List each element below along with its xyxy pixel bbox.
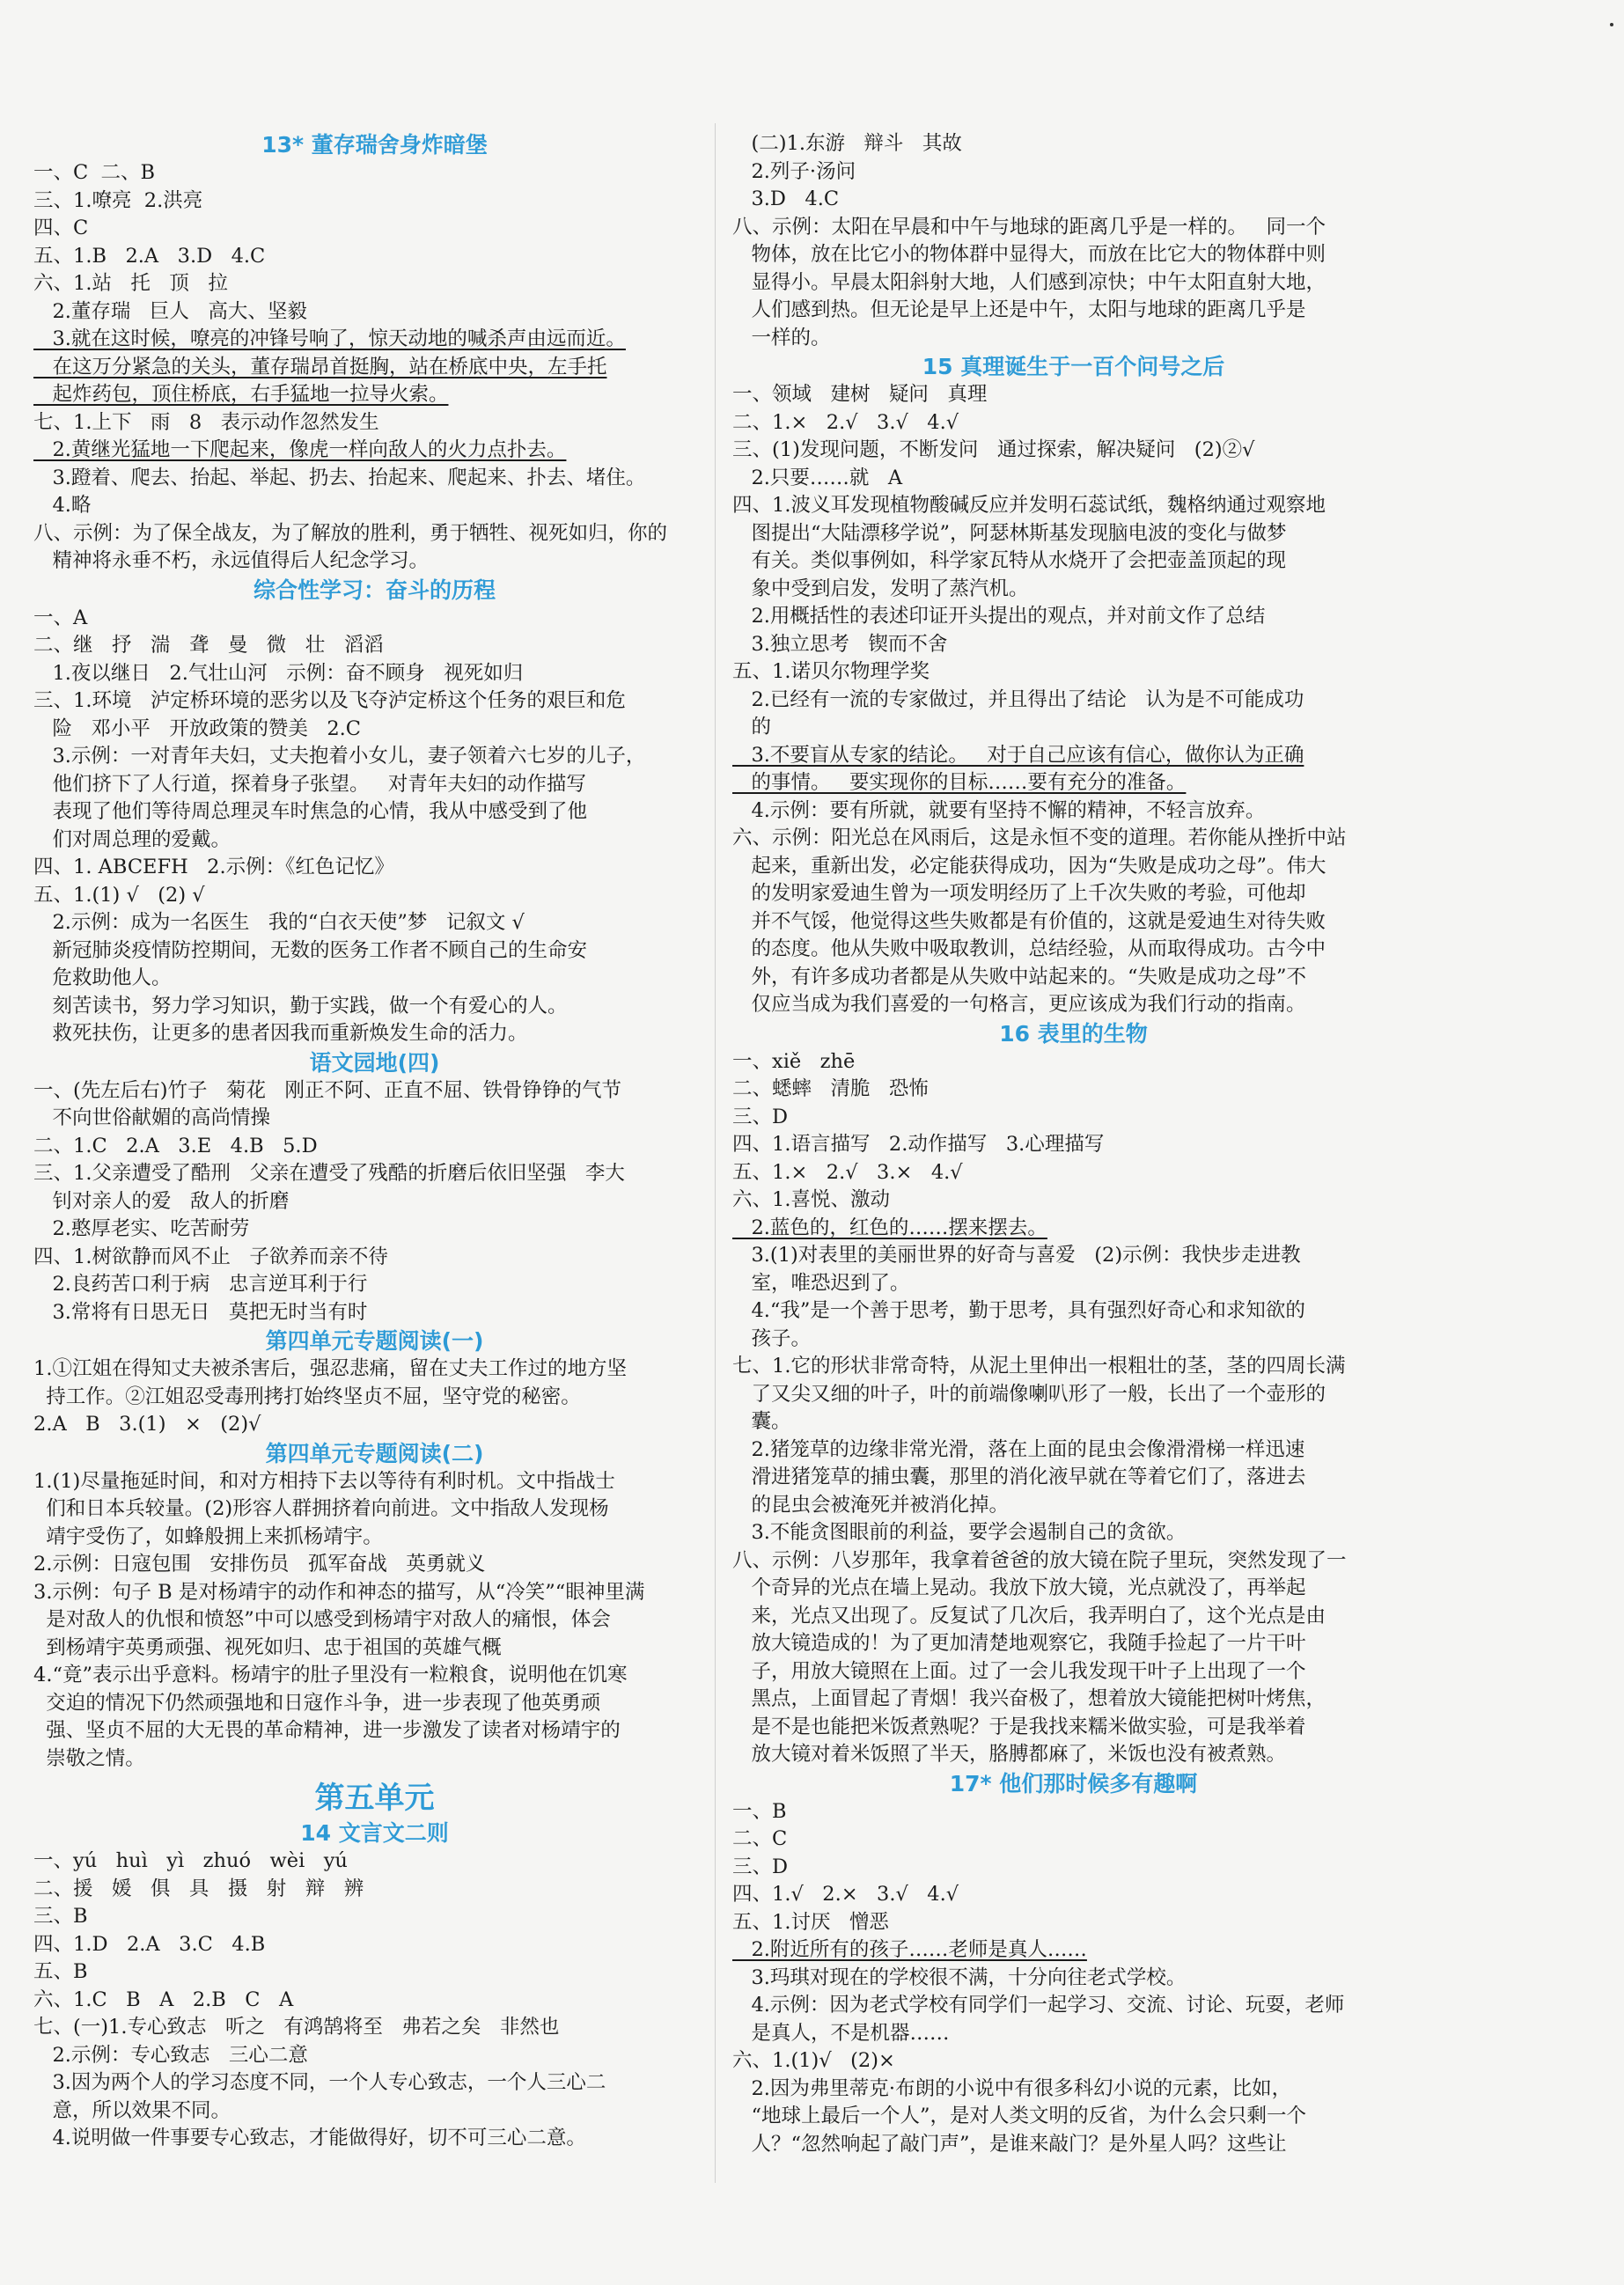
answer-line: 的事情。 要实现你的目标……要有充分的准备。 [732,771,1187,794]
left-column [33,130,716,2153]
answer-line: 一、B [732,1799,787,1823]
answer-line: 八、示例：为了保全战友，为了解放的胜利，勇于牺牲、视死如归，你的 [33,521,668,545]
answer-line: 的 [732,716,771,738]
answer-line: 1.(1)尽量拖延时间，和对方相持下去以等待有利时机。文中指战士 [33,1469,615,1493]
answer-line: 二、1.C 2.A 3.E 4.B 5.D [33,1134,318,1157]
answer-line: 仅应当成为我们喜爱的一句格言，更应该成为我们行动的指南。 [732,993,1306,1016]
answer-line: 强、坚贞不屈的大无畏的革命精神，进一步激发了读者对杨靖宇的 [33,1719,621,1742]
section-heading: 第四单元专题阅读(二) [265,1440,484,1466]
answer-line: 3.不要盲从专家的结论。 对于自己应该有信心，做你认为正确 [732,743,1304,767]
answer-line: 4.“我”是一个善于思考，勤于思考，具有强烈好奇心和求知欲的 [732,1299,1305,1322]
answer-line: 个奇异的光点在墙上晃动。我放下放大镜，光点就没了，再举起 [732,1576,1306,1599]
answer-line: 险 邓小平 开放政策的赞美 2.C [33,716,362,740]
answer-line: 七、1.上下 雨 8 表示动作忽然发生 [33,410,379,434]
answer-line: 象中受到启发，发明了蒸汽机。 [732,577,1029,600]
answer-line: 三、D [732,1105,789,1128]
answer-line: 人？“忽然响起了敲门声”，是谁来敲门？是外星人吗？这些让 [732,2132,1287,2156]
answer-line: 4.说明做一件事要专心致志，才能做得好，切不可三心二意。 [33,2127,586,2149]
answer-line: 起来，重新出发，必定能获得成功，因为“失败是成功之母”。伟大 [732,854,1326,878]
answer-line: 囊。 [732,1410,791,1433]
answer-line: 一、A [33,606,88,629]
answer-line: 精神将永垂不朽，永远值得后人纪念学习。 [33,549,429,572]
answer-line: 钊对亲人的爱 敌人的折磨 [33,1189,290,1213]
answer-line: 的昆虫会被淹死并被消化掉。 [732,1493,1009,1517]
answer-line: 来，光点又出现了。反复试了几次后，我弄明白了，这个光点是由 [732,1604,1326,1627]
answer-line: 1.夜以继日 2.气壮山河 示例：奋不顾身 视死如归 [33,661,524,685]
answer-line: 子，用放大镜照在上面。过了一会儿我发现干叶子上出现了一个 [732,1659,1306,1683]
answer-line: 物体，放在比它小的物体群中显得大，而放在比它大的物体群中则 [732,243,1326,266]
answer-line: 三、B [33,1905,88,1928]
answer-line: 四、C [33,217,89,239]
answer-line: 2.憨厚老实、吃苦耐劳 [33,1217,250,1240]
section-heading: 16 表里的生物 [999,1020,1148,1047]
section-heading: 第四单元专题阅读(一) [265,1328,484,1354]
answer-line: 显得小。早晨太阳斜射大地，人们感到凉快；中午太阳直射大地， [732,270,1326,294]
answer-line: 2.猪笼草的边缘非常光滑，落在上面的昆虫会像滑滑梯一样迅速 [732,1437,1305,1461]
answer-line: 四、1.D 2.A 3.C 4.B [33,1932,266,1956]
answer-line: 3.蹬着、爬去、抬起、举起、扔去、抬起来、爬起来、扑去、堵住。 [33,466,646,489]
column-divider [715,123,716,2183]
answer-line: 五、1.× 2.√ 3.× 4.√ [732,1160,963,1184]
answer-line: 人们感到热。但无论是早上还是中午，太阳与地球的距离几乎是 [732,298,1306,321]
answer-line: 有关。类似事例如，科学家瓦特从水烧开了会把壶盖顶起的现 [732,549,1286,572]
unit-heading: 第五单元 [314,1781,435,1816]
section-heading: 语文园地(四) [309,1049,440,1076]
answer-line: 四、1.树欲静而风不止 子欲养而亲不待 [33,1245,388,1268]
answer-line: “地球上最后一个人”，是对人类文明的反省，为什么会只剩一个 [732,2105,1306,2127]
answer-line: 4.“竟”表示出乎意料。杨靖宇的肚子里没有一粒粮食，说明他在饥寒 [33,1664,628,1686]
answer-line: 们和日本兵较量。(2)形容人群拥挤着向前进。文中指敌人发现杨 [33,1497,609,1520]
answer-line: 2.黄继光猛地一下爬起来，像虎一样向敌人的火力点扑去。 [33,438,567,461]
answer-line: 2.良药苦口利于病 忠言逆耳利于行 [33,1273,368,1296]
answer-line: 滑进猪笼草的捕虫囊，那里的消化液早就在等着它们了，落进去 [732,1466,1306,1488]
answer-line: 图提出“大陆漂移学说”，阿瑟林斯基发现脑电波的变化与做梦 [732,521,1287,545]
answer-line: 七、1.它的形状非常奇特，从泥土里伸出一根粗壮的茎，茎的四周长满 [732,1355,1346,1378]
answer-line: 新冠肺炎疫情防控期间，无数的医务工作者不顾自己的生命安 [33,938,587,962]
answer-line: 放大镜对着米饭照了半天，胳膊都麻了，米饭也没有被煮熟。 [732,1743,1286,1766]
answer-line: 六、示例：阳光总在风雨后，这是永恒不变的道理。若你能从挫折中站 [732,827,1347,849]
answer-line: 4.示例：要有所就，就要有坚持不懈的精神，不轻言放弃。 [732,798,1266,822]
answer-line: 2.用概括性的表述印证开头提出的观点，并对前文作了总结 [732,605,1266,628]
answer-line: 七、(一)1.专心致志 听之 有鸿鹄将至 弗若之矣 非然也 [33,2016,560,2039]
answer-line: 2.A B 3.(1) × (2)√ [33,1413,261,1436]
corner-dot [1610,23,1613,26]
answer-line: 五、1.诺贝尔物理学奖 [732,660,930,683]
answer-line: 一、xiě zhē [732,1049,856,1073]
answer-line: 2.示例：日寇包围 安排伤员 孤军奋战 英勇就义 [33,1553,486,1576]
section-heading: 综合性学习：奋斗的历程 [253,577,496,603]
answer-line: 2.示例：成为一名医生 我的“白衣天使”梦 记叙文 √ [33,911,525,934]
answer-line: 是对敌人的仇恨和愤怒”中可以感受到杨靖宇对敌人的痛恨，体会 [33,1608,611,1631]
answer-line: 的发明家爱迪生曾为一项发明经历了上千次失败的考验，可他却 [732,882,1306,905]
answer-line: 危救助他人。 [33,966,172,989]
answer-line: 持工作。②江姐忍受毒刑拷打始终坚贞不屈，坚守党的秘密。 [33,1385,581,1408]
answer-line: 3.就在这时候，嘹亮的冲锋号响了，惊天动地的喊杀声由远而近。 [33,327,626,350]
answer-line: 五、1.B 2.A 3.D 4.C [33,244,266,268]
answer-line: 放大镜造成的！为了更加清楚地观察它，我随手捡起了一片干叶 [732,1632,1306,1655]
answer-line: 们对周总理的爱戴。 [33,827,231,851]
answer-line: 救死扶伤，让更多的患者因我而重新焕发生命的活力。 [33,1022,528,1045]
answer-line: 四、1. ABCEFH 2.示例：《红色记忆》 [33,856,394,878]
answer-line: 外，有许多成功者都是从失败中站起来的。“失败是成功之母”不 [732,965,1306,988]
section-heading: 17* 他们那时候多有趣啊 [949,1770,1198,1796]
answer-line: 一、yú huì yì zhuó wèi yú [33,1849,348,1872]
section-heading: 13* 董存瑞舍身炸暗堡 [261,132,488,158]
answer-line: 三、1.嘹亮 2.洪亮 [33,188,203,212]
answer-line: 八、示例：太阳在早晨和中午与地球的距离几乎是一样的。 同一个 [732,215,1326,239]
answer-line: 六、1.(1)√ (2)× [732,2049,895,2072]
answer-line: 3.不能贪图眼前的利益，要学会遏制自己的贪欲。 [732,1521,1187,1544]
answer-line: 起炸药包，顶住桥底，右手猛地一拉导火索。 [33,383,449,406]
answer-line: 室，唯恐迟到了。 [732,1271,910,1295]
answer-line: 3.因为两个人的学习态度不同，一个人专心致志，一个人三心二 [33,2071,606,2094]
answer-line: 三、D [732,1855,789,1878]
answer-line: 他们挤下了人行道，探着身子张望。 对青年夫妇的动作描写 [33,772,586,796]
answer-line: 到杨靖宇英勇顽强、视死如归、忠于祖国的英雄气概 [33,1635,502,1659]
answer-line: 二、援 媛 俱 具 摄 射 辩 辨 [33,1877,364,1900]
section-heading: 15 真理诞生于一百个问号之后 [922,354,1225,379]
answer-line: 的态度。他从失败中吸取教训，总结经验，从而取得成功。古今中 [732,937,1326,960]
answer-line: 三、(1)发现问题，不断发问 通过探索，解决疑问 (2)②√ [732,438,1255,461]
answer-line: 六、1.C B A 2.B C A [33,1987,294,2011]
answer-line: 四、1.波义耳发现植物酸碱反应并发明石蕊试纸，魏格纳通过观察地 [732,494,1326,517]
answer-line: (二)1.东游 辩斗 其故 [732,132,962,155]
answer-line: 不向世俗献媚的高尚情操 [33,1106,270,1129]
answer-line: 3.常将有日思无日 莫把无时当有时 [33,1300,368,1324]
answer-line: 是真人，不是机器…… [732,2021,950,2045]
answer-line: 4.略 [33,494,92,517]
answer-line: 3.示例：句子 B 是对杨靖宇的动作和神态的描写，从“冷笑”“眼神里满 [33,1580,645,1604]
answer-line: 3.示例：一对青年夫妇，丈夫抱着小女儿，妻子领着六七岁的儿子， [33,745,646,768]
answer-line: 2.列子·汤问 [732,159,856,183]
answer-line: 2.已经有一流的专家做过，并且得出了结论 认为是不可能成功 [732,687,1304,711]
answer-line: 四、1.语言描写 2.动作描写 3.心理描写 [732,1133,1105,1156]
answer-line: 五、B [33,1960,88,1983]
answer-line: 表现了他们等待周总理灵车时焦急的心情，我从中感受到了他 [33,800,587,823]
answer-line: 3.D 4.C [732,187,840,210]
answer-line: 一样的。 [732,326,831,349]
answer-line: 2.附近所有的孩子……老师是真人…… [732,1938,1087,1961]
answer-line: 2.示例：专心致志 三心二意 [33,2043,308,2067]
answer-line: 八、示例：八岁那年，我拿着爸爸的放大镜在院子里玩，突然发现了一 [732,1548,1347,1572]
answer-line: 孩子。 [732,1326,811,1350]
right-column [732,130,1415,2158]
answer-line: 2.只要……就 A [732,466,903,489]
answer-line: 三、1.环境 泸定桥环境的恶劣以及飞夺泸定桥这个任务的艰巨和危 [33,689,626,712]
answer-line: 交迫的情况下仍然顽强地和日寇作斗争，进一步表现了他英勇顽 [33,1691,601,1715]
answer-line: 二、1.× 2.√ 3.√ 4.√ [732,410,959,434]
answer-line: 3.独立思考 锲而不舍 [732,632,948,656]
answer-line: 3.(1)对表里的美丽世界的好奇与喜爱 (2)示例：我快步走进教 [732,1244,1301,1267]
answer-line: 五、1.(1) √ (2) √ [33,883,205,907]
answer-line: 一、(先左后右)竹子 菊花 刚正不阿、正直不屈、铁骨铮铮的气节 [33,1078,621,1102]
answer-line: 2.董存瑞 巨人 高大、坚毅 [33,299,307,323]
answer-line: 六、1.站 托 顶 拉 [33,272,228,295]
answer-line: 了又尖又细的叶子，叶的前端像喇叭形了一般，长出了一个壶形的 [732,1382,1326,1406]
answer-line: 2.蓝色的，红色的……摆来摆去。 [732,1216,1047,1239]
answer-line: 1.①江姐在得知丈夫被杀害后，强忍悲痛，留在丈夫工作过的地方坚 [33,1357,627,1380]
answer-line: 二、继 抒 湍 聋 曼 微 壮 滔滔 [33,634,384,657]
answer-line: 六、1.喜悦、激动 [732,1188,890,1211]
answer-line: 3.玛琪对现在的学校很不满，十分向往老式学校。 [732,1965,1187,1989]
answer-line: 四、1.√ 2.× 3.√ 4.√ [732,1883,959,1906]
answer-line: 三、1.父亲遭受了酷刑 父亲在遭受了残酷的折磨后依旧坚强 李大 [33,1162,625,1185]
answer-line: 一、领域 建树 疑问 真理 [732,383,988,406]
answer-line: 二、蟋蟀 清脆 恐怖 [732,1077,929,1100]
answer-line: 是不是也能把米饭煮熟呢？于是我找来糯米做实验，可是我举着 [732,1715,1306,1738]
answer-line: 并不气馁，他觉得这些失败都是有价值的，这就是爱迪生对待失败 [732,909,1326,933]
answer-line: 黑点，上面冒起了青烟！我兴奋极了，想着放大镜能把树叶烤焦， [732,1687,1326,1710]
answer-line: 在这万分紧急的关头，董存瑞昂首挺胸，站在桥底中央，左手托 [33,355,607,378]
section-heading: 14 文言文二则 [300,1820,449,1846]
answer-line: 崇敬之情。 [33,1746,145,1770]
answer-line: 一、C 二、B [33,161,156,184]
answer-line: 2.因为弗里蒂克·布朗的小说中有很多科幻小说的元素，比如， [732,2076,1292,2100]
answer-line: 五、1.讨厌 憎恶 [732,1910,889,1934]
answer-line: 靖宇受伤了，如蜂般拥上来抓杨靖宇。 [33,1525,383,1548]
answer-line: 二、C [732,1827,788,1850]
answer-line: 刻苦读书，努力学习知识，勤于实践，做一个有爱心的人。 [33,994,568,1018]
answer-line: 意，所以效果不同。 [33,2098,231,2122]
answer-line: 4.示例：因为老式学校有同学们一起学习、交流、讨论、玩耍，老师 [732,1994,1345,2017]
